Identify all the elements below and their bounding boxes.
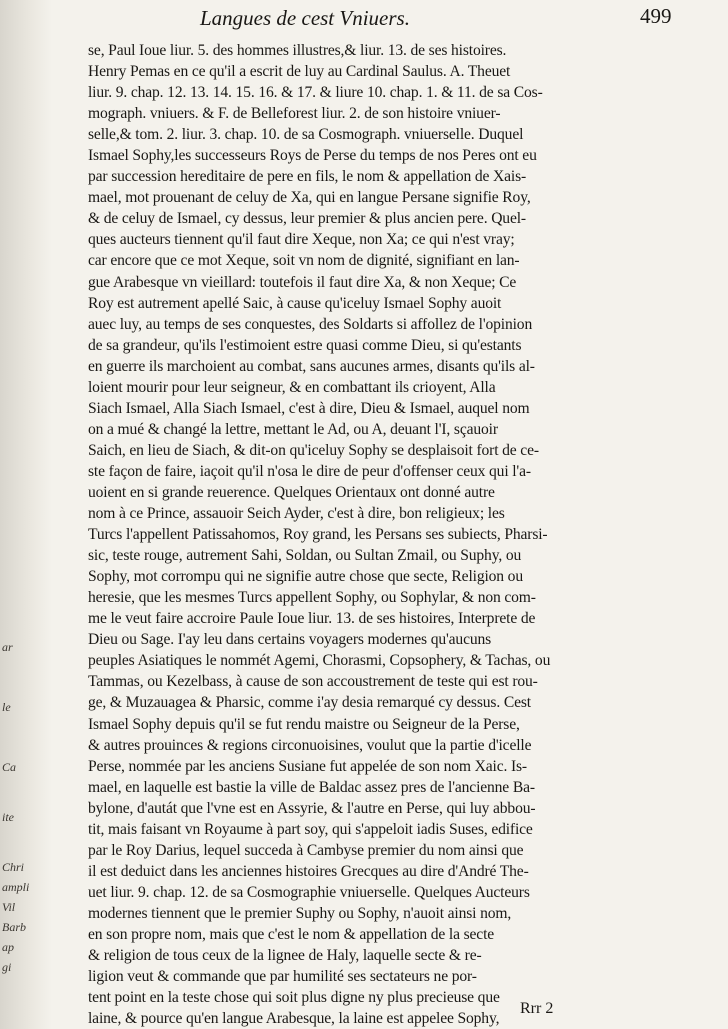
margin-fragment: Chri	[2, 860, 25, 874]
text-line: Ismael Sophy depuis qu'il se fut rendu maistre ou Seigneur de la Perse,	[88, 715, 520, 733]
text-line: uoient en si grande reuerence. Quelques Orientaux ont donné autre	[88, 483, 495, 501]
text-line: ge, & Muzauagea & Pharsic, comme i'ay desia remarqué cy dessus. Cest	[88, 694, 531, 712]
text-line: Tammas, ou Kezelbass, à cause de son accoustrement de teste qui est rou-	[88, 673, 538, 691]
margin-fragment: gi	[2, 960, 12, 974]
text-line: mael, en laquelle est bastie la ville de Baldac assez pres de l'ancienne Ba-	[88, 778, 535, 796]
text-line: Ismael Sophy,les successeurs Roys de Perse du temps de nos Peres ont eu	[88, 147, 537, 165]
binding-gutter	[0, 0, 52, 1029]
text-line: par succession hereditaire de pere en fils, le nom & appellation de Xais-	[88, 168, 527, 186]
text-line: & religion de tous ceux de la lignee de Haly, laquelle secte & re-	[88, 947, 482, 965]
text-line: en guerre ils marchoient au combat, sans aucunes armes, disants qu'ils al-	[88, 357, 535, 375]
text-line: Saich, en lieu de Siach, & dit-on qu'iceluy Sophy se desplaisoit fort de ce-	[88, 441, 539, 459]
margin-fragment: ite	[2, 810, 14, 824]
text-line: liur. 9. chap. 12. 13. 14. 15. 16. & 17. & liure 10. chap. 1. & 11. de sa Cos-	[88, 84, 543, 102]
margin-fragment: ap	[2, 940, 14, 954]
text-line: modernes tiennent que le premier Suphy ou Sophy, n'auoit ainsi nom,	[88, 904, 512, 922]
text-line: me le veut faire accroire Paule Ioue liur. 13. de ses histoires, Interprete de	[88, 610, 536, 628]
text-line: mael, mot prouenant de celuy de Xa, qui en langue Persane signifie Roy,	[88, 189, 531, 207]
text-line: & autres prouinces & regions circonuoisines, voulut que la partie d'icelle	[88, 736, 532, 754]
margin-fragment: ar	[2, 640, 13, 654]
text-line: ques aucteurs tiennent qu'il faut dire Xeque, non Xa; ce qui n'est vray;	[88, 231, 515, 249]
text-line: en son propre nom, mais que c'est le nom & appellation de la secte	[88, 925, 495, 943]
text-line: Dieu ou Sage. I'ay leu dans certains voyagers modernes qu'aucuns	[88, 631, 492, 649]
text-line: se, Paul Ioue liur. 5. des hommes illustres,& liur. 13. de ses histoires.	[88, 42, 507, 59]
text-line: auec luy, au temps de ses conquestes, des Soldarts si affollez de l'opinion	[88, 315, 533, 333]
text-line: de sa grandeur, qu'ils l'estimoient estre quasi comme Dieu, si qu'estants	[88, 336, 522, 354]
text-line: Roy est autrement apellé Saic, à cause qu'iceluy Ismael Sophy auoit	[88, 294, 502, 312]
text-line: il est deduict dans les anciennes histoires Grecques au dire d'André The-	[88, 862, 529, 880]
text-line: bylone, d'autát que l'vne est en Assyrie, & l'autre en Perse, qui luy abbou-	[88, 799, 536, 817]
text-line: tit, mais faisant vn Royaume à part soy, qui s'appeloit iadis Suses, edifice	[88, 820, 533, 838]
text-line: par le Roy Darius, lequel succeda à Cambyse premier du nom ainsi que	[88, 841, 524, 859]
text-line: uet liur. 9. chap. 12. de sa Cosmographie vniuerselle. Quelques Aucteurs	[88, 883, 530, 901]
text-line: selle,& tom. 2. liur. 3. chap. 10. de sa Cosmograph. vniuerselle. Duquel	[88, 126, 524, 144]
text-line: Sophy, mot corrompu qui ne signifie autre chose que secte, Religion ou	[88, 568, 523, 586]
text-line: tent point en la teste chose qui soit plus digne ny plus precieuse que	[88, 989, 500, 1007]
text-line: ste façon de faire, iaçoit qu'il n'osa le dire de peur d'offenser ceux qui l'a-	[88, 462, 531, 480]
page-number: 499	[640, 4, 672, 28]
text-line: Siach Ismael, Alla Siach Ismael, c'est à dire, Dieu & Ismael, auquel nom	[88, 399, 530, 417]
text-line: sic, teste rouge, autrement Sahi, Soldan, ou Sultan Zmail, ou Suphy, ou	[88, 547, 522, 565]
text-line: heresie, que les mesmes Turcs appellent Sophy, ou Sophylar, & non com-	[88, 589, 536, 607]
text-line: nom à ce Prince, assauoir Seich Ayder, c'est à dire, bon religieux; les	[88, 505, 505, 523]
text-line: peuples Asiatiques le nommét Agemi, Chorasmi, Copsophery, & Tachas, ou	[88, 652, 551, 670]
text-line: Perse, nommée par les anciens Susiane fut appelée de son nom Xaic. Is-	[88, 757, 527, 775]
body-text	[88, 40, 608, 1029]
text-line: mograph. vniuers. & F. de Belleforest liur. 2. de son histoire vniuer-	[88, 105, 501, 123]
margin-fragment: le	[2, 700, 11, 714]
text-line: on a mué & changé la lettre, mettant le Ad, ou A, deuant l'I, sçauoir	[88, 420, 498, 438]
text-line: gue Arabesque vn vieillard: toutefois il faut dire Xa, & non Xeque; Ce	[88, 273, 517, 291]
text-line: & de celuy de Ismael, cy dessus, leur premier & plus ancien pere. Quel-	[88, 210, 526, 228]
text-line: Turcs l'appellent Patissahomos, Roy grand, les Persans ses subiects, Pharsi-	[88, 526, 548, 544]
margin-fragment: Barb	[2, 920, 26, 934]
margin-fragment: Vil	[2, 900, 16, 914]
running-head: Langues de cest Vniuers.	[200, 6, 410, 30]
text-line: ligion veut & commande que par humilité ses sectateurs ne por-	[88, 968, 477, 986]
margin-fragment: Ca	[2, 760, 17, 774]
margin-fragment: ampli	[2, 880, 30, 894]
text-line: Henry Pemas en ce qu'il a escrit de luy au Cardinal Saulus. A. Theuet	[88, 63, 511, 81]
text-line: car encore que ce mot Xeque, soit vn nom de dignité, signifiant en lan-	[88, 252, 520, 270]
text-line: laine, & pource qu'en langue Arabesque, la laine est appelee Sophy,	[88, 1010, 500, 1028]
text-line: loient mourir pour leur seigneur, & en combattant ils crioyent, Alla	[88, 378, 496, 396]
signature-mark: Rrr 2	[520, 1000, 554, 1017]
